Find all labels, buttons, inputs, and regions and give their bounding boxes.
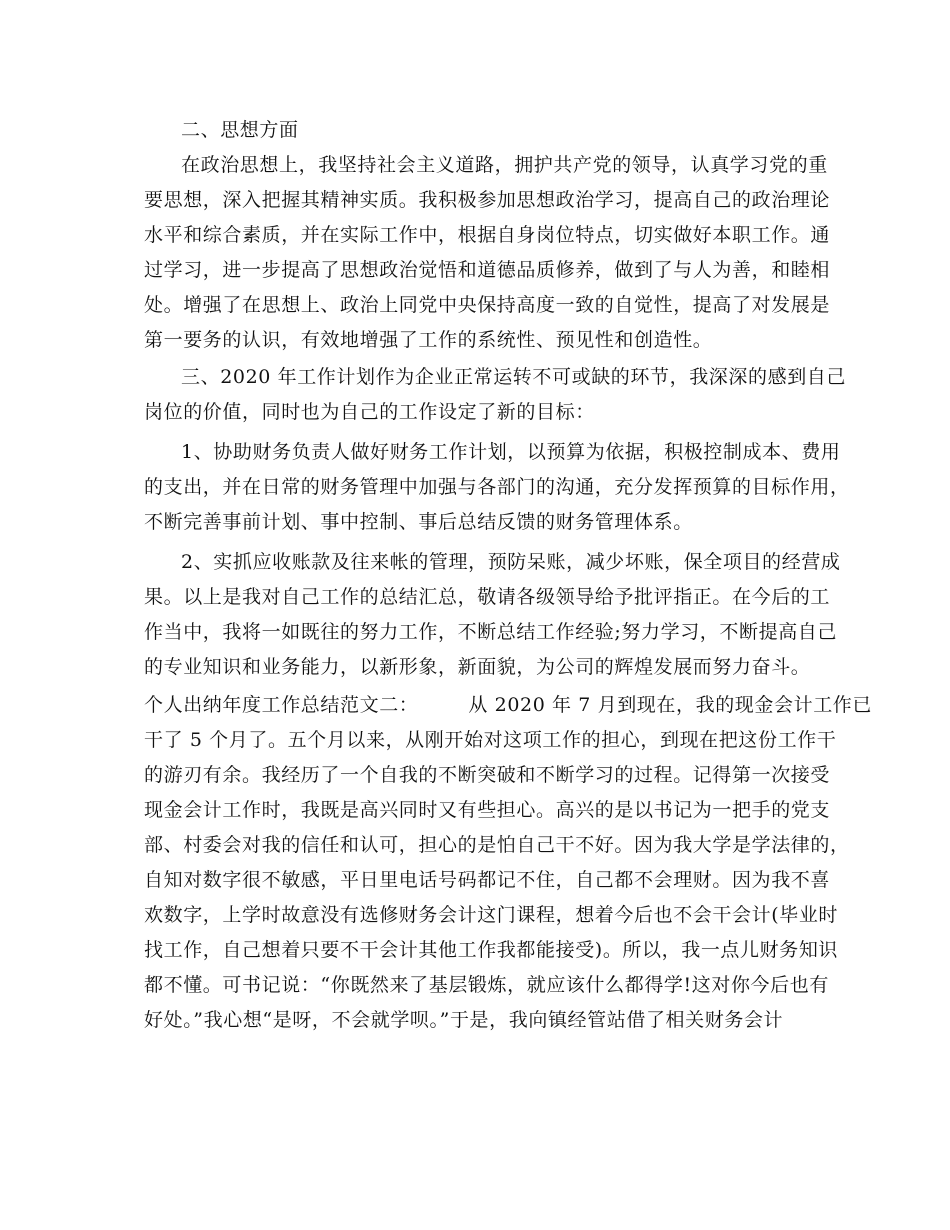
text-line: 欢数字，上学时故意没有选修财务会计这门课程，想着今后也不会干会计(毕业时 [144, 904, 839, 926]
text-line: 果。以上是我对自己工作的总结汇总，敬请各级领导给予批评指正。在今后的工 [144, 586, 831, 608]
text-line: 不断完善事前计划、事中控制、事后总结反馈的财务管理体系。 [144, 511, 693, 533]
text-line: 自知对数字很不敏感，平日里电话号码都记不住，自己都不会理财。因为我不喜 [144, 869, 831, 891]
text-line: 好处。”我心想“是呀，不会就学呗。”于是，我向镇经管站借了相关财务会计 [144, 1009, 784, 1031]
text-line: 都不懂。可书记说：“你既然来了基层锻炼，就应该什么都得学!这对你今后也有 [144, 974, 829, 996]
text-line: 过学习，进一步提高了思想政治觉悟和道德品质修养，做到了与人为善，和睦相 [144, 259, 831, 281]
article-title-line [144, 690, 872, 720]
text-line: 要思想，深入把握其精神实质。我积极参加思想政治学习，提高自己的政治理论 [144, 189, 831, 211]
text-line: 的游刃有余。我经历了一个自我的不断突破和不断学习的过程。记得第一次接受 [144, 764, 831, 786]
text-line: 三、2020 年工作计划作为企业正常运转不可或缺的环节，我深深的感到自己 [181, 366, 846, 388]
text-line: 的专业知识和业务能力，以新形象，新面貌，为公司的辉煌发展而努力奋斗。 [144, 656, 811, 678]
article-title: 个人出纳年度工作总结范文二： [144, 694, 419, 716]
text-line: 2、实抓应收账款及往来帐的管理，预防呆账，减少坏账，保全项目的经营成 [181, 551, 841, 573]
section-heading: 二、思想方面 [181, 119, 299, 141]
text-line: 水平和综合素质，并在实际工作中，根据自身岗位特点，切实做好本职工作。通 [144, 224, 831, 246]
text-line: 第一要务的认识，有效地增强了工作的系统性、预见性和创造性。 [144, 329, 713, 351]
text-line: 的支出，并在日常的财务管理中加强与各部门的沟通，充分发挥预算的目标作用， [144, 476, 850, 498]
text-line: 处。增强了在思想上、政治上同党中央保持高度一致的自觉性，提高了对发展是 [144, 294, 831, 316]
text-line: 部、村委会对我的信任和认可，担心的是怕自己干不好。因为我大学是学法律的， [144, 834, 850, 856]
text-line: 从 2020 年 7 月到现在，我的现金会计工作已 [468, 694, 873, 716]
text-line: 在政治思想上，我坚持社会主义道路，拥护共产党的领导，认真学习党的重 [181, 154, 828, 176]
text-line: 岗位的价值，同时也为自己的工作设定了新的目标： [144, 401, 595, 423]
text-line: 干了 5 个月了。五个月以来，从刚开始对这项工作的担心，到现在把这份工作干 [144, 729, 837, 751]
text-line: 现金会计工作时，我既是高兴同时又有些担心。高兴的是以书记为一把手的党支 [144, 799, 831, 821]
text-line: 1、协助财务负责人做好财务工作计划，以预算为依据，积极控制成本、费用 [181, 441, 841, 463]
text-line: 作当中，我将一如既往的努力工作，不断总结工作经验;努力学习，不断提高自己 [144, 621, 838, 643]
text-line: 找工作，自己想着只要不干会计其他工作我都能接受)。所以，我一点儿财务知识 [144, 939, 839, 961]
